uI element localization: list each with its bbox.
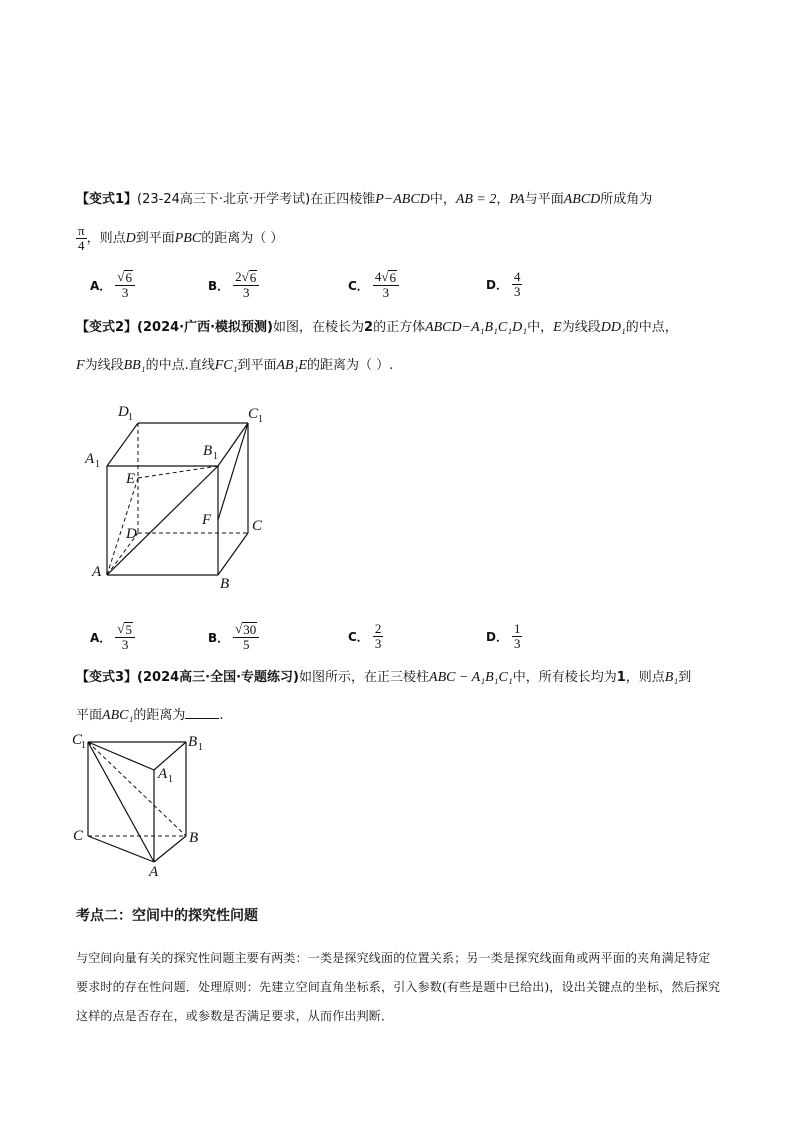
label-c: C [73, 828, 84, 844]
option-num: 6 [249, 270, 257, 285]
label-d1: D [118, 404, 129, 420]
option-frac: 2 √ 6 3 [233, 270, 259, 300]
label-c: C [252, 518, 263, 534]
q1-plane: ABCD [563, 192, 601, 207]
option-frac: √ 5 3 [115, 622, 135, 652]
q2-text: 中， [527, 320, 554, 335]
q2-e: E [553, 320, 562, 335]
q3-prism: ABC − A₁B₁C₁ [429, 670, 513, 685]
option-den: 3 [121, 637, 129, 652]
q2-text: 的中点.直线 [145, 358, 215, 373]
q1-text: 所成角为 [600, 192, 653, 207]
option-den: 3 [513, 284, 521, 299]
label-b1: B [188, 734, 198, 750]
q2-tag: 【变式2】 [76, 320, 138, 335]
q1-option-b[interactable] [208, 270, 259, 300]
q1-pyramid: P−ABCD [375, 192, 430, 207]
q3-text: ，则点 [625, 670, 665, 685]
q1-tag: 【变式1】 [76, 192, 138, 207]
label-d: D [126, 526, 137, 542]
option-num: 1 [513, 621, 521, 636]
q1-text: 到平面 [135, 231, 175, 246]
q2-cube: ABCD−A₁B₁C₁D₁ [425, 320, 528, 335]
q3-text: . [219, 708, 224, 723]
q2-text: 的中点， [625, 320, 678, 335]
option-label: D． [486, 278, 508, 292]
label-a: A [92, 564, 102, 580]
section-paragraph: 与空间向量有关的探究性问题主要有两类：一类是探究线面的位置关系；另一类是探究线面角或两平面的夹角满足特定要求时的存在性问题．处理原则：先建立空间直角坐标系，引入参数(有些是题中已给出)，设出关键点的坐标，然后探究这样的点是否存在，或参数是否满足要求，从而作出判断． [76, 951, 721, 1023]
option-num: 5 [125, 622, 132, 637]
option-den: 3 [121, 285, 129, 300]
option-num: 4 [513, 269, 521, 284]
option-frac: √ 30 5 [233, 622, 259, 652]
q2-text: 到平面 [237, 358, 277, 373]
q1-point: D [125, 231, 136, 246]
label-f: F [202, 512, 212, 528]
q2-text: 为线段 [84, 358, 124, 373]
q3-line2 [76, 706, 223, 726]
option-frac [512, 270, 523, 299]
q2-dd1: DD₁ [600, 320, 626, 335]
q1-line1 [76, 190, 652, 210]
q1-plane2: PBC [174, 231, 202, 246]
q2-fc1: FC₁ [214, 358, 238, 373]
label-c1-sub: 1 [81, 740, 86, 751]
option-den: 3 [513, 636, 521, 651]
q1-option-c[interactable] [348, 270, 399, 300]
q3-b1: B₁ [664, 670, 679, 685]
option-den: 3 [374, 636, 382, 651]
option-frac [512, 622, 523, 651]
q1-text: 在正四棱锥 [310, 192, 376, 207]
label-c1: C [248, 406, 259, 422]
q2-line1 [76, 318, 678, 338]
option-label: A． [90, 278, 112, 293]
option-label: A． [90, 630, 112, 645]
label-d1-sub: 1 [128, 412, 133, 423]
option-frac: √ 6 3 [115, 270, 135, 300]
option-label: B． [208, 630, 230, 645]
option-coef: 4 [374, 269, 382, 284]
option-label: C． [348, 278, 369, 293]
q3-plane: ABC₁ [102, 708, 134, 723]
q1-angle [76, 224, 87, 253]
label-c1: C [72, 732, 83, 748]
q2-text: 的距离为（ ）. [307, 358, 394, 373]
option-den: 3 [242, 285, 250, 300]
q2-option-d[interactable] [486, 622, 522, 651]
answer-blank[interactable] [185, 706, 219, 719]
q3-tag: 【变式3】 [76, 670, 138, 685]
option-den: 5 [242, 637, 250, 652]
label-b1-sub: 1 [198, 742, 203, 753]
option-num: 30 [243, 622, 257, 637]
label-a: A [149, 864, 159, 880]
option-den: 3 [382, 285, 390, 300]
q1-text: 的距离为（ ） [201, 231, 284, 246]
q3-text: 到 [678, 670, 692, 685]
q2-bb1: BB₁ [123, 358, 146, 373]
q1-option-d[interactable] [486, 270, 522, 299]
option-num: 2 [374, 621, 382, 636]
label-a1-sub: 1 [168, 774, 173, 785]
q3-text: 的距离为 [133, 708, 186, 723]
q2-option-a[interactable] [90, 622, 135, 652]
q2-ab1e: AB₁E [276, 358, 308, 373]
q3-line1 [76, 668, 691, 688]
q1-angle-num: π [78, 223, 85, 238]
q2-line2 [76, 356, 393, 376]
option-coef: 2 [235, 269, 242, 284]
option-frac: 4 √ 6 3 [373, 270, 399, 300]
q3-one: 1 [616, 670, 626, 685]
q3-text: 中，所有棱长均为 [512, 670, 617, 685]
q1-text: ，则点 [86, 231, 126, 246]
q1-angle-den: 4 [78, 238, 85, 253]
q1-source: (23-24高三下·北京·开学考试) [137, 192, 311, 207]
q2-text: 的正方体 [373, 320, 426, 335]
q1-pa: PA [509, 192, 525, 207]
q1-text: ， [496, 192, 510, 207]
label-a1-sub: 1 [95, 459, 100, 470]
label-b1: B [203, 443, 213, 459]
label-b: B [189, 830, 199, 846]
option-num: 6 [125, 270, 132, 285]
q1-cond: AB = 2 [455, 192, 497, 207]
cube-figure [80, 398, 280, 598]
q2-text: 为线段 [561, 320, 601, 335]
option-label: B． [208, 278, 230, 293]
option-label: D． [486, 630, 508, 644]
q1-text: 中， [429, 192, 456, 207]
option-label: C． [348, 630, 369, 644]
q2-f: F [76, 358, 85, 373]
option-num: 6 [389, 270, 396, 285]
q3-text: 如图所示，在正三棱柱 [299, 670, 430, 685]
q1-line2 [76, 224, 283, 253]
q1-option-a[interactable] [90, 270, 135, 300]
q3-text: 平面 [76, 708, 103, 723]
q2-option-b[interactable] [208, 622, 259, 652]
q1-text: 与平面 [524, 192, 564, 207]
q2-source: (2024·广西·模拟预测) [137, 320, 273, 335]
q2-text: 如图，在棱长为 [273, 320, 365, 335]
label-b1-sub: 1 [213, 451, 218, 462]
prism-figure [68, 730, 218, 880]
label-e: E [126, 471, 136, 487]
label-a1: A [85, 451, 95, 467]
q2-two: 2 [364, 320, 374, 335]
label-a1: A [158, 766, 168, 782]
label-b: B [220, 576, 230, 592]
option-frac [373, 622, 384, 651]
q3-source: (2024高三·全国·专题练习) [137, 670, 299, 685]
q2-option-c[interactable] [348, 622, 383, 651]
label-c1-sub: 1 [258, 414, 263, 425]
section-title: 考点二：空间中的探究性问题 [76, 908, 258, 924]
